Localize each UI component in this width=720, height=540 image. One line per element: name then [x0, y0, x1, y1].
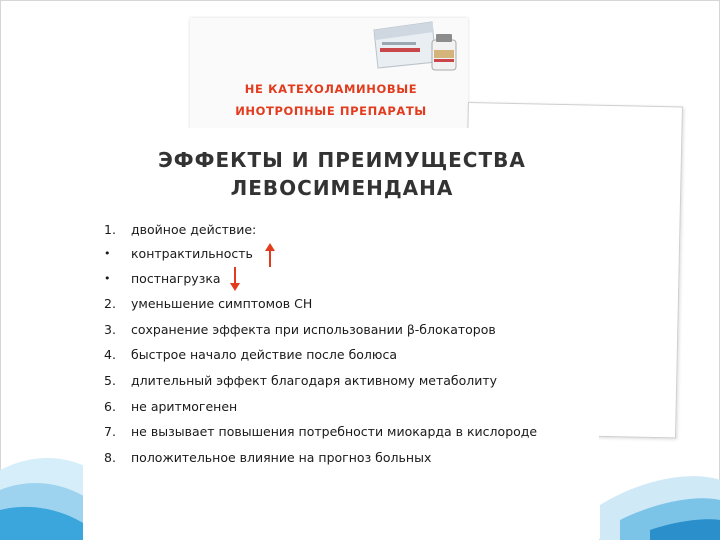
category-line-1: НЕ КАТЕХОЛАМИНОВЫЕ: [244, 82, 418, 96]
list-marker: 1.: [104, 222, 116, 237]
list-marker: 2.: [104, 296, 116, 311]
arrow-up-icon: [264, 242, 276, 268]
list-marker: 7.: [104, 424, 116, 439]
arrow-down-icon: [229, 266, 241, 292]
list-item-text: двойное действие:: [131, 222, 257, 237]
list-item-text: положительное влияние на прогноз больных: [131, 450, 432, 465]
bullet-marker: •: [104, 247, 111, 260]
title-line-2: ЛЕВОСИМЕНДАНА: [230, 176, 454, 200]
drug-package-image: [370, 18, 466, 76]
bullet-marker: •: [104, 272, 111, 285]
list-item-text: не аритмогенен: [131, 399, 238, 414]
list-marker: 3.: [104, 322, 116, 337]
list-item-text: постнагрузка: [131, 271, 221, 286]
list-item-text: контрактильность: [131, 246, 253, 261]
list-item-text: сохранение эффекта при использовании β-блокаторов: [131, 322, 496, 337]
category-banner: [205, 80, 457, 128]
list-item-text: не вызывает повышения потребности миокарда в кислороде: [131, 424, 538, 439]
list-marker: 4.: [104, 347, 116, 362]
list-item-text: быстрое начало действие после болюса: [131, 347, 397, 362]
category-line-2: ИНОТРОПНЫЕ ПРЕПАРАТЫ: [235, 104, 427, 118]
list-item-text: длительный эффект благодаря активному метаболиту: [131, 373, 498, 388]
list-marker: 5.: [104, 373, 116, 388]
list-item-text: уменьшение симптомов СН: [131, 296, 313, 311]
title-line-1: ЭФФЕКТЫ И ПРЕИМУЩЕСТВА: [158, 148, 526, 172]
slide-title: [84, 146, 600, 202]
list-marker: 6.: [104, 399, 116, 414]
list-marker: 8.: [104, 450, 116, 465]
